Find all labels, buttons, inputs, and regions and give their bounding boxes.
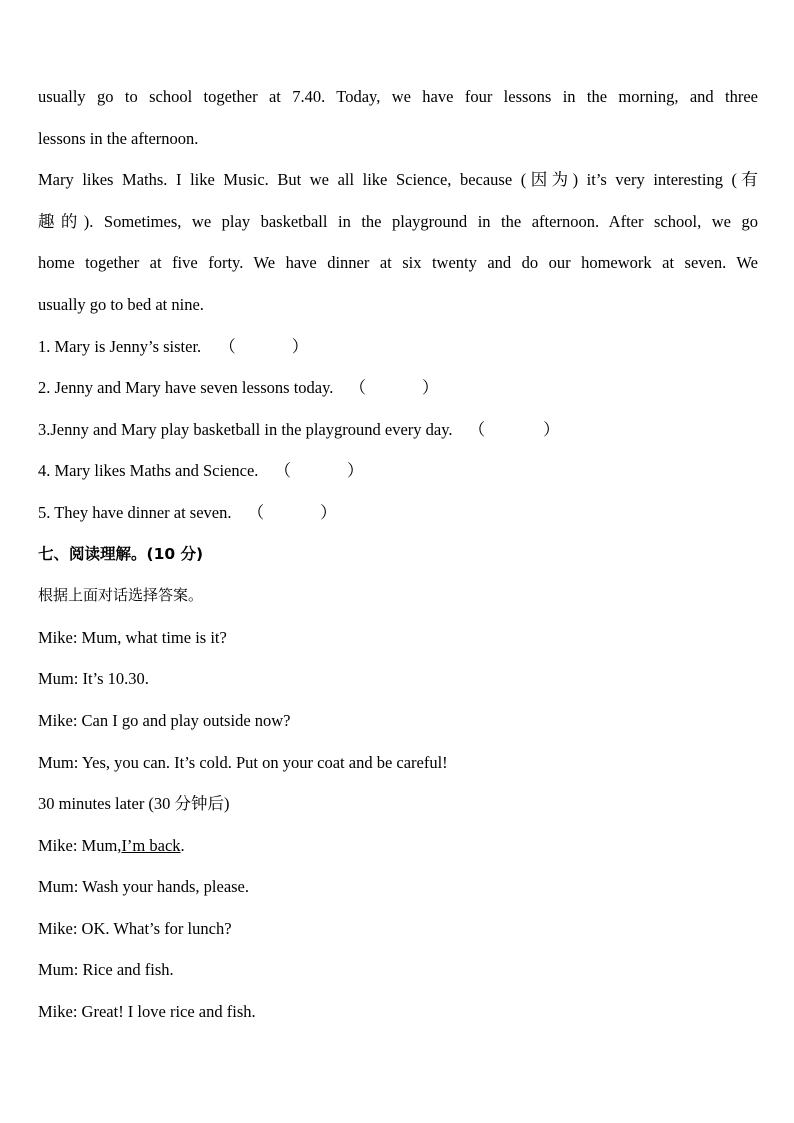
utterance: Mum, what time is it? xyxy=(81,627,227,647)
question-item xyxy=(38,326,758,368)
utterance: Yes, you can. It’s cold. Put on your coat and be careful! xyxy=(81,752,448,772)
dialogue-line xyxy=(38,658,758,700)
speaker: Mum: xyxy=(38,752,79,772)
dialogue-line xyxy=(38,700,758,742)
dialogue-line xyxy=(38,949,758,991)
document-page xyxy=(38,76,758,1033)
utterance: Can I go and play outside now? xyxy=(81,710,291,730)
section-heading: 七、阅读理解。(10 分) xyxy=(38,544,204,563)
question-text: 5. They have dinner at seven. xyxy=(38,502,232,522)
question-text: 3.Jenny and Mary play basketball in the playground every day. xyxy=(38,419,453,439)
speaker: Mum: xyxy=(38,877,79,897)
passage-line: 趣的). Sometimes, we play basketball in the playground in the afternoon. After school, we go xyxy=(38,211,758,231)
punctuation: . xyxy=(180,835,185,855)
answer-blank[interactable]: （ ） xyxy=(247,502,337,522)
question-item xyxy=(38,409,758,451)
answer-blank[interactable]: （ ） xyxy=(274,461,364,481)
speaker: Mum: xyxy=(38,960,79,980)
answer-blank[interactable]: （ ） xyxy=(349,378,439,398)
dialogue-note: 30 minutes later (30 分钟后) xyxy=(38,794,230,814)
utterance: It’s 10.30. xyxy=(82,669,149,689)
dialogue-line xyxy=(38,617,758,659)
utterance: Rice and fish. xyxy=(82,960,174,980)
underlined-phrase: I’m back xyxy=(121,835,181,855)
dialogue-line xyxy=(38,825,758,867)
speaker: Mike: xyxy=(38,1002,78,1022)
speaker: Mike: xyxy=(38,710,78,730)
utterance: Mum, xyxy=(81,835,122,855)
dialogue-line xyxy=(38,991,758,1033)
dialogue-line xyxy=(38,742,758,784)
speaker: Mike: xyxy=(38,627,78,647)
passage-line: home together at five forty. We have dinner at six twenty and do our homework at seven. We xyxy=(38,253,758,273)
speaker: Mum: xyxy=(38,669,79,689)
speaker: Mike: xyxy=(38,835,78,855)
answer-blank[interactable]: （ ） xyxy=(468,419,560,439)
utterance: Great! I love rice and fish. xyxy=(81,1002,256,1022)
passage-line: lessons in the afternoon. xyxy=(38,128,199,148)
question-item xyxy=(38,367,758,409)
passage-line: Mary likes Maths. I like Music. But we all like Science, because (因为) it’s very interesting (有 xyxy=(38,170,758,190)
section-instruction: 根据上面对话选择答案。 xyxy=(38,586,204,605)
dialogue-line xyxy=(38,908,758,950)
question-text: 1. Mary is Jenny’s sister. xyxy=(38,336,202,356)
passage-line: usually go to bed at nine. xyxy=(38,294,204,314)
question-item xyxy=(38,450,758,492)
question-text: 4. Mary likes Maths and Science. xyxy=(38,461,259,481)
utterance: OK. What’s for lunch? xyxy=(81,918,232,938)
utterance: Wash your hands, please. xyxy=(82,877,250,897)
question-item xyxy=(38,492,758,534)
passage-line: usually go to school together at 7.40. Today, we have four lessons in the morning, and three xyxy=(38,87,758,106)
answer-blank[interactable]: （ ） xyxy=(219,336,309,356)
speaker: Mike: xyxy=(38,918,78,938)
question-text: 2. Jenny and Mary have seven lessons today. xyxy=(38,378,334,398)
dialogue-line xyxy=(38,866,758,908)
